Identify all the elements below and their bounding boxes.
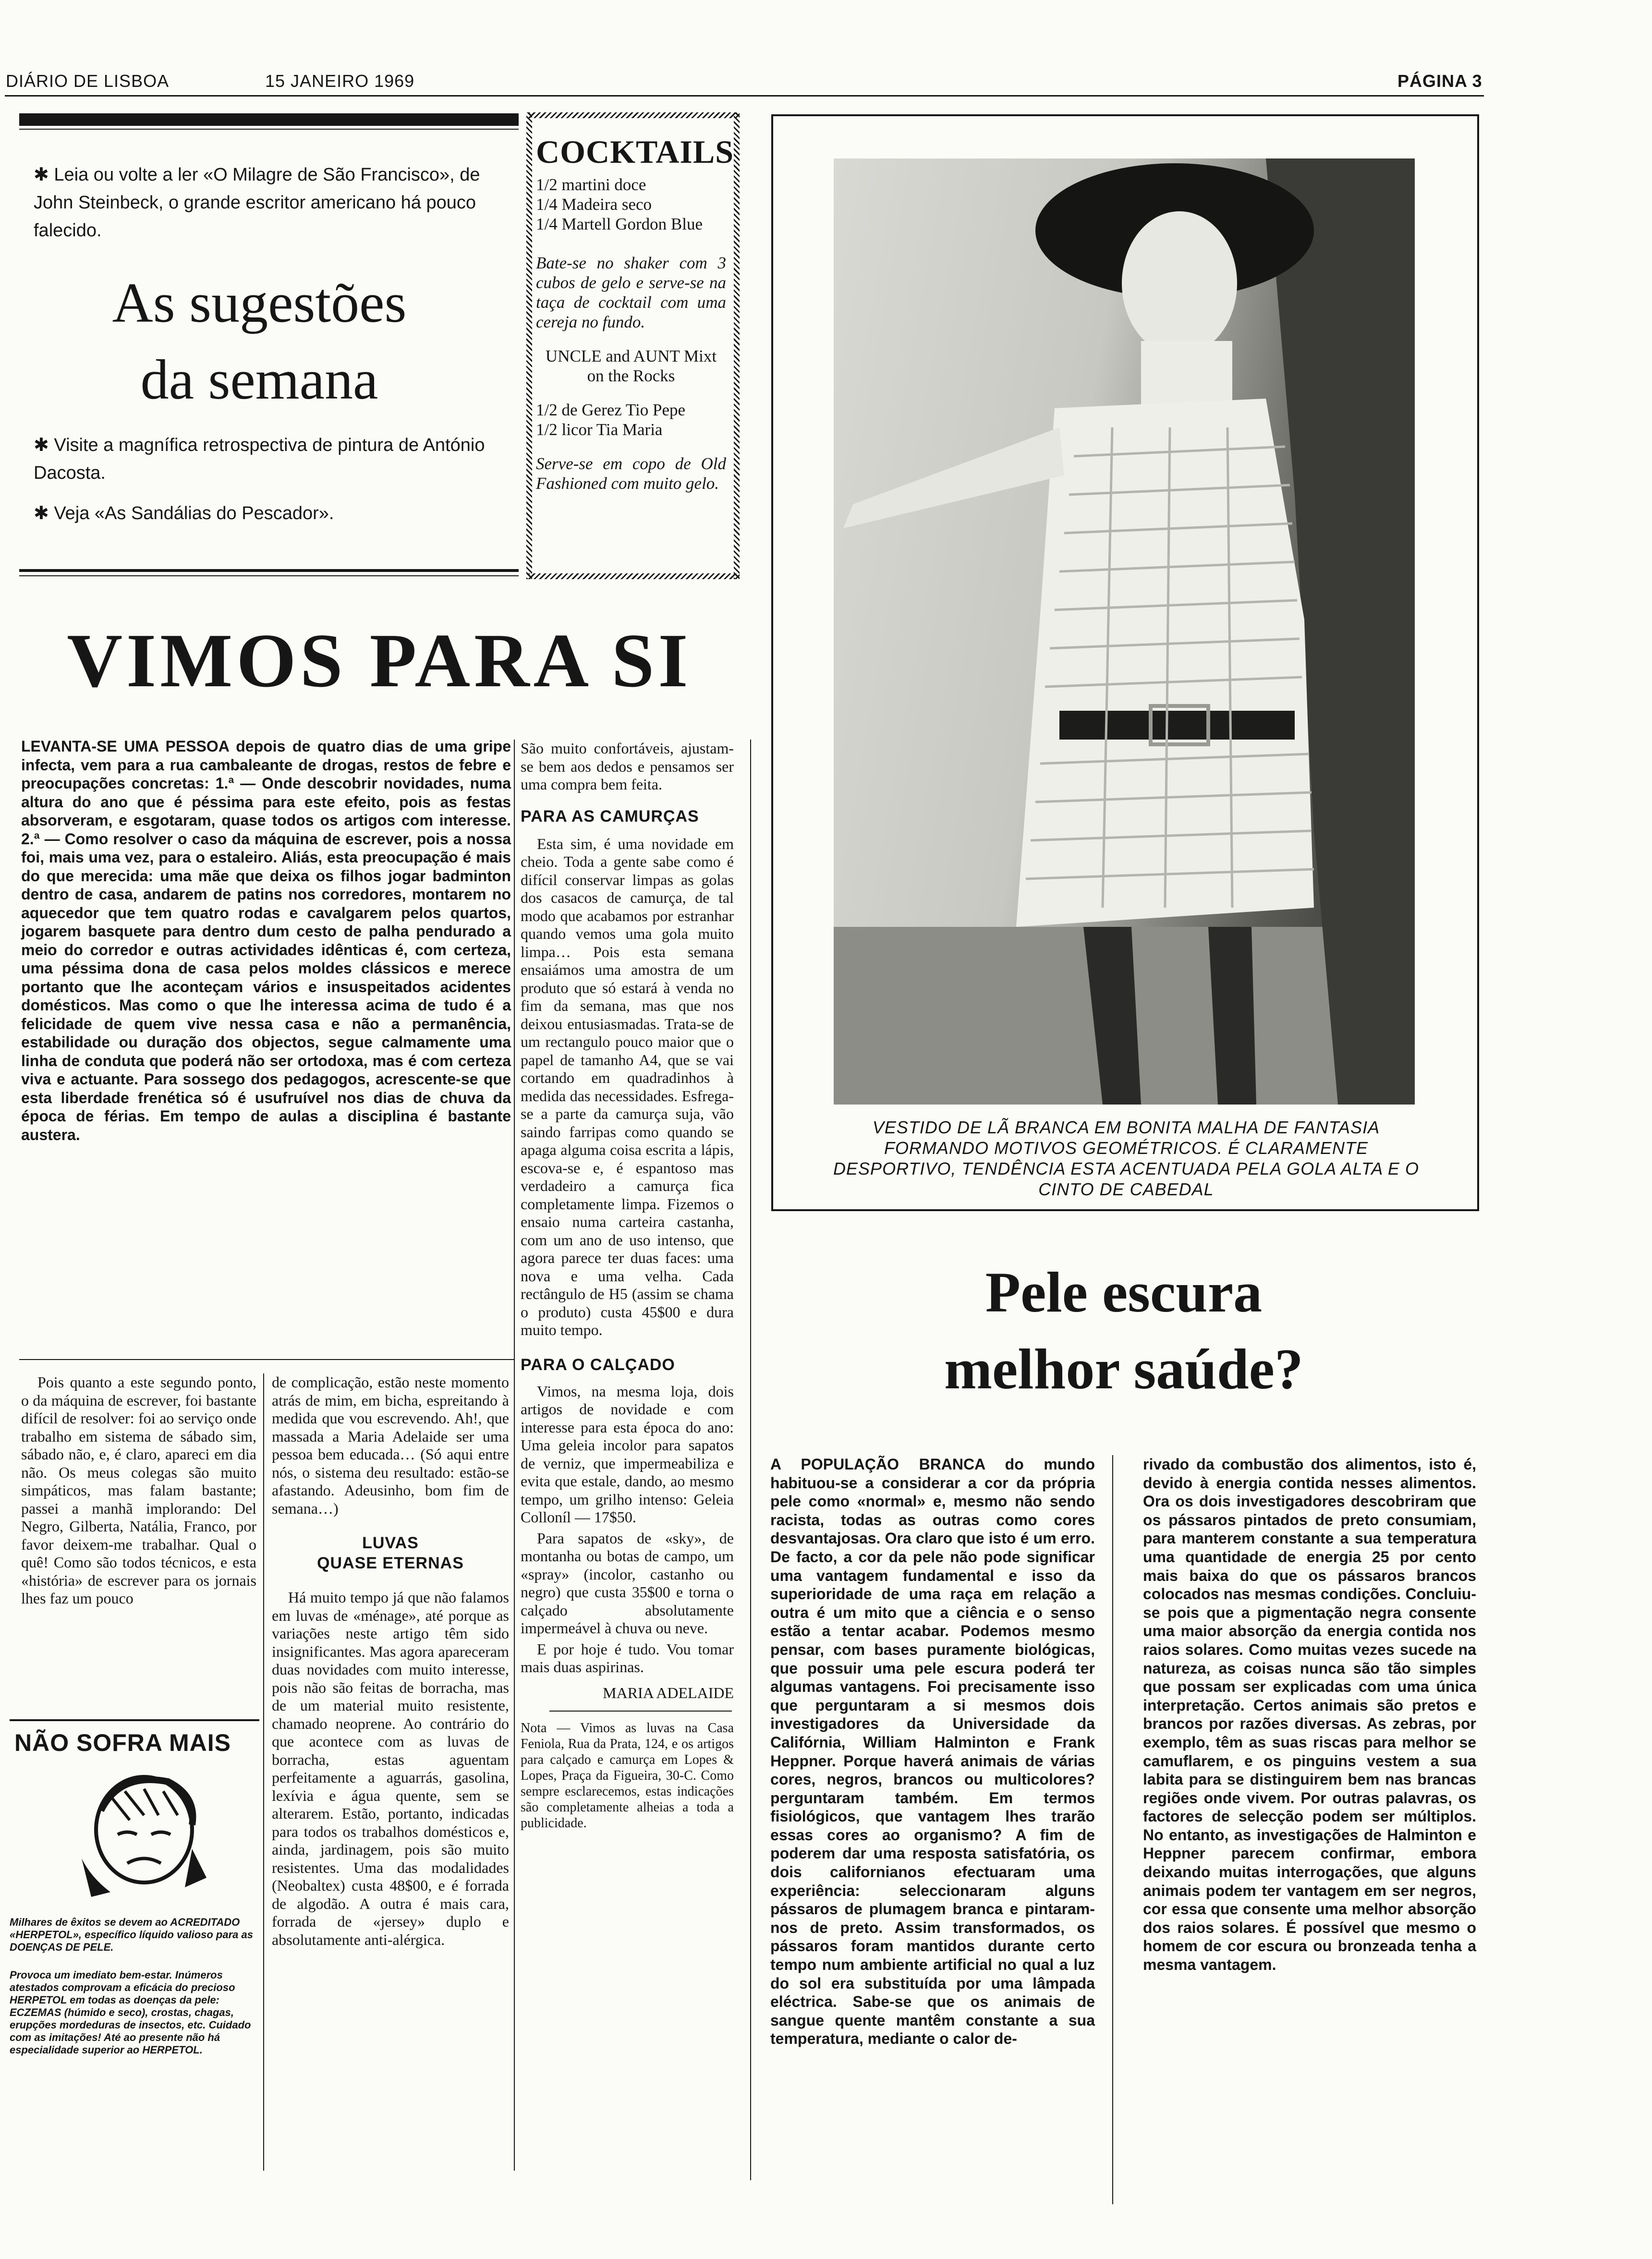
column-divider bbox=[1112, 1455, 1113, 2204]
article-top-rule bbox=[19, 575, 519, 576]
luvas-subtitle: LUVAS QUASE ETERNAS bbox=[317, 1534, 464, 1572]
woman-in-knit-dress-image bbox=[834, 158, 1415, 1105]
recipe2-ingredient: 1/2 de Gerez Tio Pepe bbox=[536, 401, 686, 419]
recipe1-ingredient: 1/4 Martell Gordon Blue bbox=[536, 215, 703, 233]
recipe1-ingredient: 1/2 martini doce bbox=[536, 175, 646, 194]
asterisk-icon: ✱ bbox=[34, 503, 54, 523]
article-col-a: Pois quanto a este segundo ponto, o da máquina de escrever, foi bastante difícil de resolver: foi ao serviço onde trabalho em sistema de sábado sim, sábado não, e, é claro, apareci em dia não. Os meus colegas são muito simpáticos, mas falam bastante; passei a manhã implorando: Del Negro, Gilberta, Natália, Franco, por favor deixem-me trabalhar. Qual o quê! Como são todos técnicos, e esta «história» de escrever para os jornais lhes faz um pouco bbox=[21, 1373, 256, 1607]
suggestions-bottom-rule bbox=[19, 569, 519, 572]
col-b-paragraph: de complicação, estão neste momento atrás de mim, em bicha, espreitando à medida que vou escrevendo. Ah!, que massada a Maria Adelaide ser uma pessoa bem educada… (Só aqui entre nós, o sistema deu resultado: estão-se afastando. Adeusinho, bom fim de semana…) bbox=[272, 1373, 509, 1517]
skin-article-col1: A POPULAÇÃO BRANCA do mundo habituou-se a considerar a cor da própria pele como «normal» e, mesmo não sendo racista, todas as outras como cores desvantajosas. Ora claro que isto é um erro. De facto, a cor da pele não pode significar uma vantagem fundamental e isso da superioridade de uma raça em relação a outra é um mito que a ciência e o senso estão a tentar acabar. Podemos mesmo pensar, com bases puramente biológicas, que possuir uma pele escura poderá ter algumas vantagens. Foi precisamente isso que perguntaram a si mesmos dois investigadores da Universidade da Califórnia, William Halminton e Frank Heppner. Porque haverá animais de várias cores, negros, brancos ou multicolores? perguntaram também. Em termos fisiológicos, que vantagem lhes trarão essas cores ao organismo? A fim de poderem dar uma resposta satisfatória, os dois californianos efectuaram uma experiência: seleccionaram alguns pássaros de plumagem branca e pintaram-nos de preto. Assim transformados, os pássaros foram mantidos durante certo tempo num ambiente artificial no qual a luz do sol era substituída por uma lâmpada eléctrica. Sabe-se que os animais de sangue quente mantêm constante a sua temperatura, mediante o calor de- bbox=[770, 1456, 1095, 2048]
photo-caption: VESTIDO DE LÃ BRANCA EM BONITA MALHA DE FANTASIA FORMANDO MOTIVOS GEOMÉTRICOS. É CLARAMENTE DESPORTIVO, TENDÊNCIA ESTA ACENTUADA PELA GOLA ALTA E O CINTO DE CABEDAL bbox=[833, 1117, 1419, 1199]
column-divider bbox=[750, 740, 751, 2180]
col-c-paragraph-spray: Para sapatos de «sky», de montanha ou botas de campo, um «spray» (incolor, castanho ou negro) que custa 35$00 e torna o calçado absolutamente impermeável à chuva ou neve. bbox=[521, 1529, 734, 1637]
header-rule bbox=[5, 95, 1484, 97]
cocktails-box bbox=[536, 134, 734, 493]
col-c-paragraph-closing: E por hoje é tudo. Vou tomar mais duas aspirinas. bbox=[521, 1640, 734, 1676]
cocktails-border-bottom bbox=[528, 573, 740, 579]
article-lead: LEVANTA-SE UMA PESSOA depois de quatro dias de uma gripe infecta, vem para a rua cambaleante de drogas, restos de febre e preocupações concretas: 1.ª — Onde descobrir novidades, numa altura do ano que é péssima para este efeito, pois as festas absorveram, e esgotaram, quase todos os artigos com interesse. 2.ª — Como resolver o caso da máquina de escrever, pois a nossa foi, mais uma vez, para o estaleiro. Aliás, esta preocupação é mais do que merecida: uma mãe que deixa os filhos jogar badminton dentro de casa, andarem de patins nos corredores, montarem no aquecedor que tem quatro rodas e cavalgarem pelos quartos, jogarem basquete para dentro dum cesto de palha pendurado a meio do corredor e outras actividades idênticas é, com certeza, uma péssima dona de casa pelos moldes clássicos e merece portanto que lhe aconteçam vários e insuspeitados acidentes domésticos. Mas como o que lhe interessa acima de tudo é a felicidade de quem vive nessa casa e não a permanência, estabilidade ou duração dos objectos, segue calmamente uma linha de conduta que poderá não ser ortodoxa, mas é com certeza viva e actuante. Para sossego dos pedagogos, acrescente-se que esta liberdade frenética só é usufruível nos dias de chuva da época de férias. Em tempo de aulas a disciplina é bastante austera. bbox=[21, 738, 511, 1143]
skin-article-title-line2: melhor saúde? bbox=[944, 1337, 1303, 1401]
suggestions-top-bar bbox=[19, 113, 519, 126]
signature-rule bbox=[549, 1711, 732, 1712]
issue-date: 15 JANEIRO 1969 bbox=[265, 71, 415, 91]
column-divider bbox=[514, 740, 515, 2171]
article-col-b bbox=[272, 1373, 509, 1949]
col-c-paragraph: São muito confortáveis, ajustam-se bem aos dedos e pensamos ser uma compra bem feita. bbox=[521, 740, 734, 793]
col-c-paragraph-suede: Esta sim, é uma novidade em cheio. Toda a gente sabe como é difícil conservar limpas as golas dos casacos de camurça, de tal modo que acabamos por estranhar quando vemos uma gola muito limpa… Pois esta semana ensaiámos uma amostra de um produto que só estará à venda no fim da semana, mas que nos deixou entusiasmadas. Trata-se de um rectangulo pouco maior que o papel de tamanho A4, que se vai cortando em quadradinhos à medida das necessidades. Esfrega-se a parte da camurça suja, vão saindo farripas como quando se apaga alguma coisa escrita a lápis, escova-se e, é espantoso mas verdadeiro a camurça fica completamente limpa. Fizemos o ensaio numa carteira castanha, com um ano de uso intenso, que agora parece ter duas faces: uma nova e uma velha. Cada rectângulo de H5 (assim se chama o produto) custa 45$00 e dura muito tempo. bbox=[521, 835, 734, 1338]
ad-illustration bbox=[72, 1767, 211, 1907]
col-c-paragraph-shoes: Vimos, na mesma loja, dois artigos de novidade e com interesse para esta época do ano: Uma geleia incolor para sapatos de verniz, que impermeabiliza e evita que estale, dando, ao mesmo tempo, um grilho intenso: Geleia Colloníl — 17$50. bbox=[521, 1382, 734, 1526]
suggestion-item-film: ✱ Veja «As Sandálias do Pescador». bbox=[34, 503, 334, 523]
suggestions-title-line1: As sugestões bbox=[112, 271, 407, 334]
page-number: PÁGINA 3 bbox=[1397, 71, 1482, 91]
article-signature: MARIA ADELAIDE bbox=[603, 1684, 734, 1701]
ad-text-detail: Provoca um imediato bem-estar. Inúmeros atestados comprovam a eficácia do precioso HERPETOL em todas as doenças da pele: ECZEMAS (húmido e seco), crostas, chagas, erupções mordeduras de insectos, etc. Cuidado com as imitações! Até ao presente não há especialidade superior ao HERPETOL. bbox=[10, 1969, 251, 2056]
newspaper-name: DIÁRIO DE LISBOA bbox=[6, 71, 170, 91]
asterisk-icon: ✱ bbox=[34, 165, 54, 185]
distressed-face-icon bbox=[72, 1767, 211, 1907]
skin-article-col2: rivado da combustão dos alimentos, isto é, devido à energia contida nesses alimentos. Ora os dois investigadores descobriram que os pássaros pintados de preto consumiam, para manterem constante a sua temperatura uma quantidade de energia 25 por cento mais baixa do que os pássaros brancos colocados nas mesmas condições. Concluiu-se pois que a pigmentação negra consente uma maior absorção da energia contida nos raios solares. Como muitas vezes sucede na natureza, as coisas nunca são tão simples que possam ser explicadas com uma única interpretação. Certos animais são pretos e brancos por razões diversas. As zebras, por exemplo, têm as suas riscas para melhor se camuflarem, e os pinguins vestem a sua labita para se distinguirem bem nas brancas regiões onde vivem. Por outras palavras, os factores de selecção podem ser múltiplos. No entanto, as investigações de Halminton e Heppner parecem confirmar, embora deixando muitas interrogações, que alguns animais podem ter vantagem em ser negros, cor essa que consente uma melhor absorção dos raios solares. É possível que mesmo o homem de cor escura ou bronzeada tenha a mesma vantagem. bbox=[1143, 1456, 1476, 1974]
ad-text-main: Milhares de êxitos se devem ao ACREDITADO «HERPETOL», específico líquido valioso para as DOENÇAS DE PELE. bbox=[10, 1916, 253, 1953]
col-b-paragraph-gloves: Há muito tempo já que não falamos em luvas de «ménage», até porque as variações neste artigo têm sido insignificantes. Mas agora apareceram duas novidades com muito interesse, pois não são feitas de borracha, mas de um material muito resistente, chamado neoprene. Ao contrário do que acontece com as luvas de borracha, estas aguentam perfeitamente a aguarrás, gasolina, lexívia e água quente, sem se alterarem. Estão, portanto, indicadas para todos os trabalhos domésticos e, ainda, jardinagem, pois são muito resistentes. Uma das modalidades (Neobaltex) custa 48$00, e é forrada de algodão. A outra é mais cara, forrada de «jersey» duplo e absolutamente anti-alérgica. bbox=[272, 1589, 509, 1948]
skin-article-title-line1: Pele escura bbox=[985, 1260, 1263, 1324]
article-title: VIMOS PARA SI bbox=[67, 618, 692, 703]
column-divider bbox=[263, 1373, 264, 2171]
cocktails-border-top bbox=[528, 112, 740, 118]
suggestions-title-line2: da semana bbox=[140, 348, 378, 411]
article-col-c bbox=[521, 740, 734, 1831]
calcado-subtitle: PARA O CALÇADO bbox=[521, 1355, 675, 1374]
recipe2-instructions: Serve-se em copo de Old Fashioned com muito gelo. bbox=[536, 454, 726, 493]
camurcas-subtitle: PARA AS CAMURÇAS bbox=[521, 807, 699, 826]
suggestion-item-exhibition: ✱ Visite a magnífica retrospectiva de pintura de António Dacosta. bbox=[34, 435, 485, 483]
cocktails-title: COCKTAILS bbox=[536, 134, 734, 170]
suggestion-item-book: ✱ Leia ou volte a ler «O Milagre de São Francisco», de John Steinbeck, o grande escritor americano há pouco falecido. bbox=[34, 165, 480, 241]
cocktails-border-left bbox=[526, 112, 532, 579]
recipe1-instructions: Bate-se no shaker com 3 cubos de gelo e serve-se na taça de cocktail com uma cereja no fundo. bbox=[536, 254, 726, 331]
lead-bottom-rule bbox=[19, 1359, 514, 1360]
asterisk-icon: ✱ bbox=[34, 435, 54, 455]
ad-top-rule bbox=[10, 1719, 259, 1721]
recipe2-ingredient: 1/2 licor Tia Maria bbox=[536, 420, 663, 439]
recipe2-title: UNCLE and AUNT Mixt on the Rocks bbox=[545, 347, 717, 385]
article-note: Nota — Vimos as luvas na Casa Feniola, Rua da Prata, 124, e os artigos para calçado e camurça em Lopes & Lopes, Praça da Figueira, 30-C. Como sempre esclarecemos, estas indicações são completamente alheias a toda a publicidade. bbox=[521, 1721, 734, 1831]
ad-headline: NÃO SOFRA MAIS bbox=[14, 1729, 231, 1756]
cocktails-border-right bbox=[734, 112, 740, 579]
fashion-photo bbox=[834, 158, 1415, 1105]
suggestions-top-bar-fine bbox=[19, 129, 519, 130]
recipe1-ingredient: 1/4 Madeira seco bbox=[536, 195, 652, 214]
